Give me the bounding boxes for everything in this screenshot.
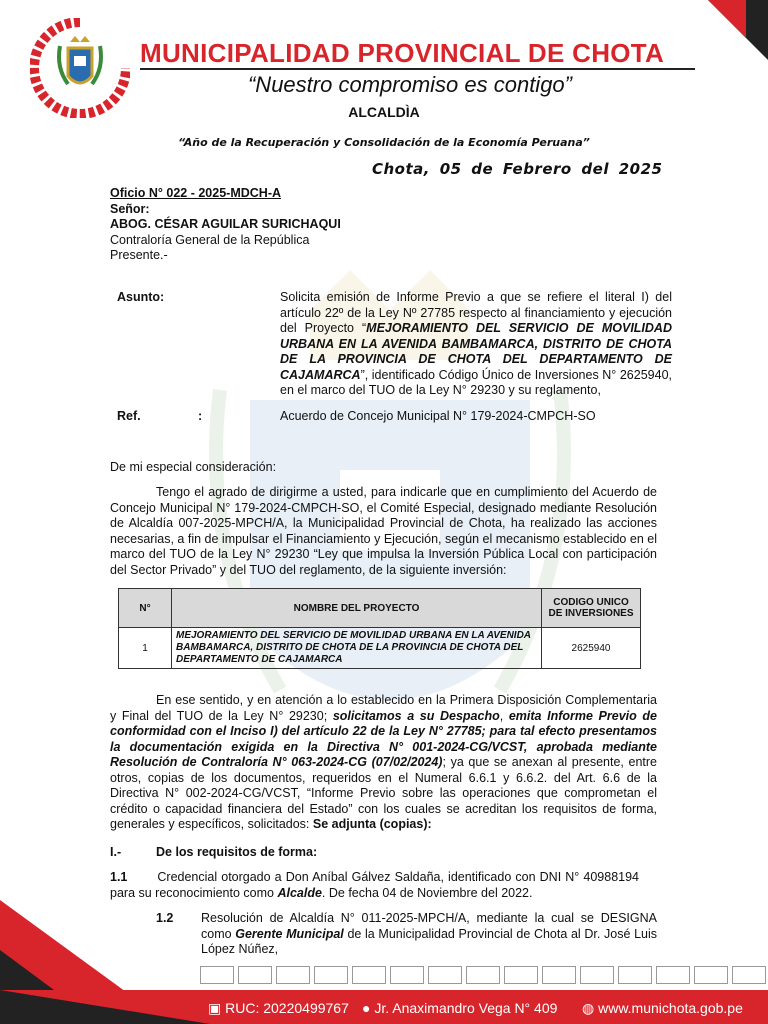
item-1-1-text-a: Credencial otorgado a Don Aníbal Gálvez Saldaña, identificado con DNI N° 40988194 para su reconocimiento como <box>110 870 639 900</box>
request-part-e: ; ya que se anexan al presente, entre otros, copias de los documentos, requeridos en el Numeral 6.6.1 y 6.6.2. del Art. 6.6 de la Directiva N° 002-2024-CG/VCST, “Informe Previo sobre las operaciones que comprometan el crédito o capacidad financiera del Estado” con los cuales se acreditan los requisitos de forma, generales y específicos, solicitados: <box>110 755 657 831</box>
slogan: “Nuestro compromiso es contigo” <box>247 72 572 97</box>
asunto-part-3: ”, identificado Código Único de Inversiones N° 2625940, en el marco del TUO de la Ley N° 29230 y su reglamento, <box>280 367 672 397</box>
header-corner-red <box>708 0 746 38</box>
salutation-title: Señor: <box>110 201 150 216</box>
section-title: De los requisitos de forma: <box>156 845 318 859</box>
item-1-1-text-c: . De fecha 04 de Noviembre del 2022. <box>321 885 533 900</box>
item-1-2-number: 1.2 <box>156 911 174 925</box>
cell-project: MEJORAMIENTO DEL SERVICIO DE MOVILIDAD URBANA EN LA AVENIDA BAMBAMARCA, DISTRITO DE CHOTA DE LA PROVINCIA DE CHOTA DEL DEPARTAMENTO DE CAJAMARCA <box>172 628 542 669</box>
greeting: De mi especial consideración: <box>110 460 277 474</box>
col-header-number: N° <box>119 589 172 628</box>
item-1-2-text-a: Resolución de Alcaldía N° 011-2025-MPCH/A, mediante la cual se DESIGNA como <box>201 911 657 941</box>
cell-code: 2625940 <box>542 628 641 669</box>
col-header-code: CODIGO UNICO DE INVERSIONES <box>542 589 641 628</box>
item-1-1-number: 1.1 <box>110 870 128 884</box>
ref-colon: : <box>198 409 203 423</box>
request-part-b: solicitamos a su Despacho <box>332 708 500 723</box>
projects-table <box>118 588 641 669</box>
ref-text: Acuerdo de Concejo Municipal N° 179-2024-CMPCH-SO <box>280 409 596 423</box>
addressee-institution: Contraloría General de la República <box>110 232 310 247</box>
year-name: “Año de la Recuperación y Consolidación de la Economía Peruana” <box>178 136 590 149</box>
footer-web[interactable] <box>582 1000 743 1017</box>
request-part-c: , <box>499 708 509 723</box>
ref-label: Ref. <box>117 409 141 423</box>
ruc-icon: ▣ <box>208 1000 222 1016</box>
addressee-name: ABOG. CÉSAR AGUILAR SURICHAQUI <box>110 217 341 231</box>
presente: Presente.- <box>110 248 168 262</box>
footer-frieze <box>200 966 768 988</box>
cell-number: 1 <box>119 628 172 669</box>
project-name-bold: MEJORAMIENTO DEL SERVICIO DE MOVILIDAD URBANA EN LA AVENIDA BAMBAMARCA, DISTRITO DE CHOTA DE LA PROVINCIA DE CHOTA DEL DEPARTAMENTO DE CAJAMARCA <box>280 321 672 382</box>
request-paragraph <box>110 693 657 833</box>
location-pin-icon: ● <box>362 1000 371 1016</box>
office-name: ALCALDÌA <box>348 104 420 120</box>
item-1-1 <box>110 870 639 901</box>
footer-address <box>362 1000 557 1016</box>
item-1-2-text-c: de la Municipalidad Provincial de Chota al Dr. José Luis López Núñez, <box>201 926 658 956</box>
asunto-label: Asunto: <box>117 290 165 304</box>
request-part-a: En ese sentido, y en atención a lo establecido en la Primera Disposición Complementaria y Final del TUO de la Ley N° 29230; <box>110 693 657 723</box>
table-header-row <box>119 589 641 628</box>
asunto-part-1: Solicita emisión de Informe Previo a que se refiere el literal I) del artículo 22º de la Ley Nº 27785 respecto al financiamiento y ejecución del Proyecto “ <box>280 290 672 335</box>
section-number: I.- <box>110 845 122 859</box>
request-part-d: emita Informe Previo de conformidad con el Inciso I) del artículo 22 de la Ley N° 27785; para tal efecto presentamos la documentación exigida en la Directiva N° 001-2024-CG/VCST, aprobada mediante Resolución de Contraloría N° 063-2024-CG (07/02/2024) <box>110 708 657 769</box>
addressee-block <box>110 186 510 264</box>
municipality-title: MUNICIPALIDAD PROVINCIAL DE CHOTA <box>140 38 665 68</box>
table-row <box>119 628 641 669</box>
item-1-1-role: Alcalde <box>277 885 322 900</box>
item-1-2 <box>201 911 657 958</box>
request-part-f: Se adjunta (copias): <box>312 817 432 831</box>
asunto-text <box>280 290 672 399</box>
title-underline <box>140 68 695 70</box>
globe-icon: ◍ <box>582 1000 595 1016</box>
footer-address-text: Jr. Anaximandro Vega N° 409 <box>374 1000 558 1016</box>
municipal-shield-logo <box>30 18 130 118</box>
document-date: Chota, 05 de Febrero del 2025 <box>372 160 663 178</box>
footer-ruc <box>208 1000 349 1017</box>
intro-paragraph: Tengo el agrado de dirigirme a usted, para indicarle que en cumplimiento del Acuerdo de Concejo Municipal N° 179-2024-CMPCH-SO, el Comité Especial, designado mediante Resolución de Alcaldía 007-2025-MPCH/A, la Municipalidad Provincial de Chota, ha realizado las acciones necesarias, a fin de impulsar el Financiamiento y Ejecución, según el mecanismo establecido en el marco del TUO de la Ley N° 29230 “Ley que impulsa la Inversión Pública Local con participación del Sector Privado” y del TUO del reglamento, de la siguiente inversión: <box>110 485 657 577</box>
footer-bar-dark <box>0 990 210 1024</box>
oficio-number: Oficio N° 022 - 2025-MDCH-A <box>110 186 282 200</box>
footer-ruc-text: RUC: 20220499767 <box>225 1000 349 1016</box>
item-1-2-role: Gerente Municipal <box>235 926 344 941</box>
col-header-project: NOMBRE DEL PROYECTO <box>172 589 542 628</box>
footer-web-text[interactable]: www.munichota.gob.pe <box>598 1000 743 1016</box>
